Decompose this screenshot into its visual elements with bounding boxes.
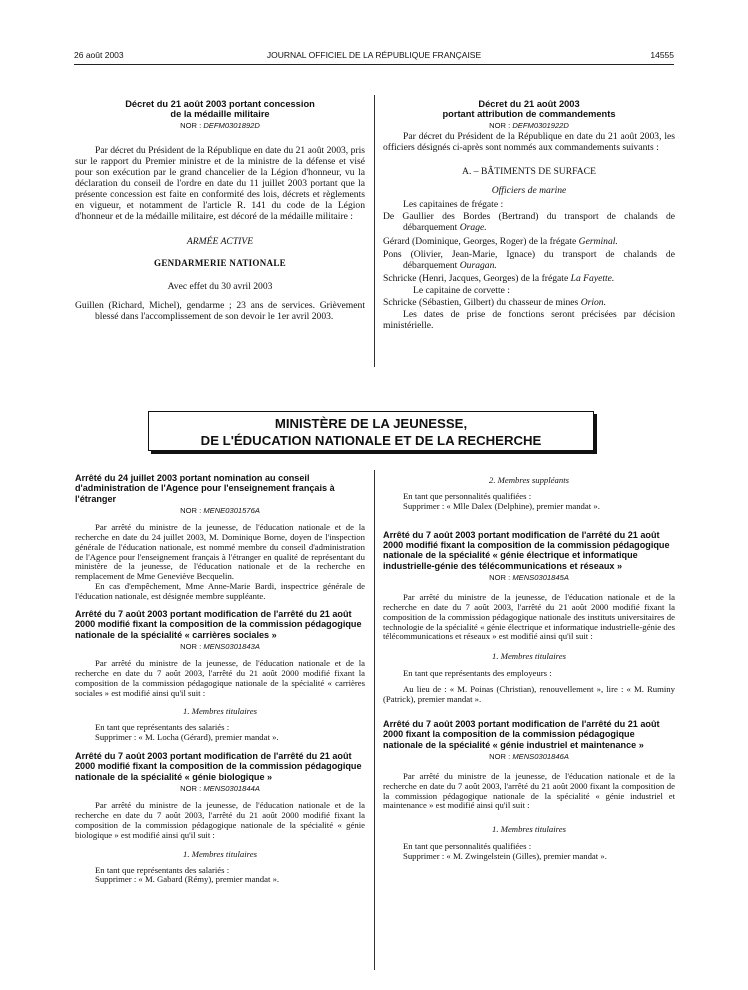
command-entry: Pons (Olivier, Jean-Marie, Ignace) du transport de chalands de débarquement Ouragan. bbox=[383, 248, 675, 271]
rank-heading: Les capitaines de frégate : bbox=[403, 199, 504, 211]
nor-reference: NOR : MENS0301845A bbox=[489, 572, 569, 582]
ministry-right-column bbox=[383, 476, 675, 862]
ministry-line1: MINISTÈRE DE LA JEUNESSE, bbox=[274, 416, 468, 431]
arrete-body: En tant que personnalités qualifiées : bbox=[403, 490, 532, 501]
decree-title-line1: Décret du 21 août 2003 bbox=[478, 99, 580, 109]
nor-reference: NOR : MENS0301844A bbox=[180, 784, 260, 794]
arrete-body: Par arrêté du ministre de la jeunesse, de l'éducation nationale et de la recherche en date du 7 août 2003, l'arrêté du 21 août 2000 fixant la composition de la commission pédagogique nationale de la spécialité « génie industriel et maintenance » est modifié ainsi qu'il suit : bbox=[383, 770, 675, 811]
arrete-body: En cas d'empêchement, Mme Anne-Marie Bardi, inspectrice générale de l'éducation nationale, est désignée membre suppléante. bbox=[75, 581, 365, 602]
members-heading: 1. Membres titulaires bbox=[183, 706, 257, 717]
nor-reference: NOR : DEFM0301922D bbox=[489, 120, 569, 130]
command-entry: De Gaullier des Bordes (Bertrand) du transport de chalands de débarquement Orage. bbox=[383, 211, 675, 234]
arrete-title: Arrêté du 7 août 2003 portant modification de l'arrêté du 21 août 2000 modifié fixant la composition de la commission pédagogique nationale de la spécialité « génie électrique et informatique industrielle-génie des télécommunications et réseaux » bbox=[383, 529, 670, 571]
journal-title: JOURNAL OFFICIEL DE LA RÉPUBLIQUE FRANÇAISE bbox=[266, 50, 482, 60]
arrete-body: En tant que représentants des salariés : bbox=[95, 864, 230, 875]
arrete-body: Au lieu de : « M. Poinas (Christian), renouvellement », lire : « M. Ruminy (Patrick), premier mandat ». bbox=[383, 684, 675, 705]
members-heading: 2. Membres suppléants bbox=[488, 475, 570, 485]
section-heading: ARMÉE ACTIVE bbox=[186, 235, 254, 247]
command-entry: Schricke (Henri, Jacques, Georges) de la frégate La Fayette. bbox=[383, 272, 615, 284]
arrete-body: En tant que personnalités qualifiées : bbox=[403, 841, 532, 852]
section-heading: A. – BÂTIMENTS DE SURFACE bbox=[462, 166, 596, 178]
arrete-body: Supprimer : « M. Locha (Gérard), premier mandat ». bbox=[95, 732, 279, 743]
decree-medaille-militaire bbox=[75, 99, 365, 322]
ministry-line2: DE L'ÉDUCATION NATIONALE ET DE LA RECHERCHE bbox=[200, 433, 542, 448]
ministry-left-column bbox=[75, 473, 365, 885]
members-heading: 1. Membres titulaires bbox=[492, 651, 566, 662]
arrete-body: Supprimer : « Mlle Dalex (Delphine), premier mandat ». bbox=[403, 500, 600, 511]
arrete-body: Par arrêté du ministre de la jeunesse, de l'éducation nationale et de la recherche en date du 7 août 2003, l'arrêté du 21 août 2000 modifié fixant la composition de la commission pédagogique nationale de la spécialité « carrières sociales » est modifié ainsi qu'il suit : bbox=[75, 657, 365, 698]
column-separator bbox=[374, 470, 375, 970]
officers-heading: Officiers de marine bbox=[491, 185, 567, 197]
decree-body: Par décret du Président de la République en date du 21 août 2003, les officiers désignés ci-après sont nommés aux commandements suivants : bbox=[383, 130, 675, 153]
issue-date: 26 août 2003 bbox=[74, 50, 124, 60]
arrete-title: Arrêté du 7 août 2003 portant modification de l'arrêté du 21 août 2000 fixant la composition de la commission pédagogique nationale de la spécialité « génie industriel et maintenance » bbox=[383, 718, 660, 750]
ministry-banner bbox=[148, 411, 594, 451]
decree-body: Par décret du Président de la République en date du 21 août 2003, pris sur le rapport du Premier ministre et de la ministre de la défense et visé pour son exécution par le grand chancelier de la Légion d'honneur, vu la déclaration du conseil de l'ordre en date du 11 juillet 2003 portant que la présente concession est faite en conformité des lois, décrets et règlements en vigueur, et notamment de l'article R. 141 du code de la Légion d'honneur et de la médaille militaire, est décoré de la médaille militaire : bbox=[75, 144, 365, 223]
effect-date: Avec effet du 30 avril 2003 bbox=[167, 280, 273, 292]
nor-reference: NOR : MENE0301576A bbox=[180, 505, 260, 515]
page-number: 14555 bbox=[650, 50, 674, 60]
arrete-body: En tant que représentants des employeurs : bbox=[403, 668, 552, 679]
running-header bbox=[74, 50, 674, 64]
arrete-title: Arrêté du 7 août 2003 portant modification de l'arrêté du 21 août 2000 modifié fixant la composition de la commission pédagogique nationale de la spécialité « carrières sociales » bbox=[75, 609, 362, 640]
arrete-body: Par arrêté du ministre de la jeunesse, de l'éducation nationale et de la recherche en date du 7 août 2003, l'arrêté du 21 août 2000 modifié fixant la composition de la commission pédagogique nationale des instituts universitaires de technologie de la spécialité « génie électrique et informatique industrielle-génie des télécommunications et réseaux » est modifié ainsi qu'il suit : bbox=[383, 591, 675, 642]
decree-title-line1: Décret du 21 août 2003 portant concession bbox=[125, 99, 315, 109]
rank-heading: Le capitaine de corvette : bbox=[413, 284, 510, 296]
members-heading: 1. Membres titulaires bbox=[492, 824, 566, 835]
decree-commandements bbox=[383, 99, 675, 331]
members-heading: 1. Membres titulaires bbox=[183, 848, 257, 859]
nor-reference: NOR : MENS0301846A bbox=[489, 751, 569, 761]
arrete-title: Arrêté du 24 juillet 2003 portant nomination au conseil d'administration de l'Agence pour l'enseignement français à l'étranger bbox=[75, 473, 335, 504]
arrete-body: Par arrêté du ministre de la jeunesse, de l'éducation nationale et de la recherche en date du 7 août 2003, l'arrêté du 21 août 2000 modifié fixant la composition de la commission pédagogique nationale de la spécialité « génie biologique » est modifié ainsi qu'il suit : bbox=[75, 799, 365, 840]
decorated-entry: Guillen (Richard, Michel), gendarme ; 23 ans de services. Grièvement blessé dans l'accomplissement de son devoir le 1er avril 2003. bbox=[75, 299, 365, 322]
arrete-body: Supprimer : « M. Zwingelstein (Gilles), premier mandat ». bbox=[403, 851, 607, 862]
arrete-body: Supprimer : « M. Gabard (Rémy), premier mandat ». bbox=[95, 874, 280, 885]
command-entry: Schricke (Sébastien, Gilbert) du chasseur de mines Orion. bbox=[383, 297, 607, 309]
arrete-title: Arrêté du 7 août 2003 portant modification de l'arrêté du 21 août 2000 modifié fixant la composition de la commission pédagogique nationale de la spécialité « génie biologique » bbox=[75, 751, 362, 782]
column-separator bbox=[374, 95, 375, 367]
decree-footer: Les dates de prise de fonctions seront précisées par décision ministérielle. bbox=[383, 309, 675, 332]
decree-title-line2: de la médaille militaire bbox=[170, 109, 270, 120]
nor-reference: NOR : DEFM0301892D bbox=[180, 120, 260, 130]
subsection-heading: GENDARMERIE NATIONALE bbox=[154, 257, 286, 268]
decree-title-line2: portant attribution de commandements bbox=[442, 109, 616, 120]
arrete-body: En tant que représentants des salariés : bbox=[95, 722, 230, 733]
arrete-body: Par arrêté du ministre de la jeunesse, de l'éducation nationale et de la recherche en date du 24 juillet 2003, M. Dominique Borne, doyen de l'inspection générale de l'éducation nationale, est nommé membre du conseil d'administration de l'Agence pour l'enseignement français à l'étranger en qualité de représentant du ministère de la jeunesse, de l'éducation nationale et de la recherche en remplacement de Mme Geneviève Becquelin. bbox=[75, 521, 365, 582]
header-rule bbox=[74, 64, 674, 65]
nor-reference: NOR : MENS0301843A bbox=[180, 641, 260, 651]
command-entry: Gérard (Dominique, Georges, Roger) de la frégate Germinal. bbox=[383, 235, 618, 247]
